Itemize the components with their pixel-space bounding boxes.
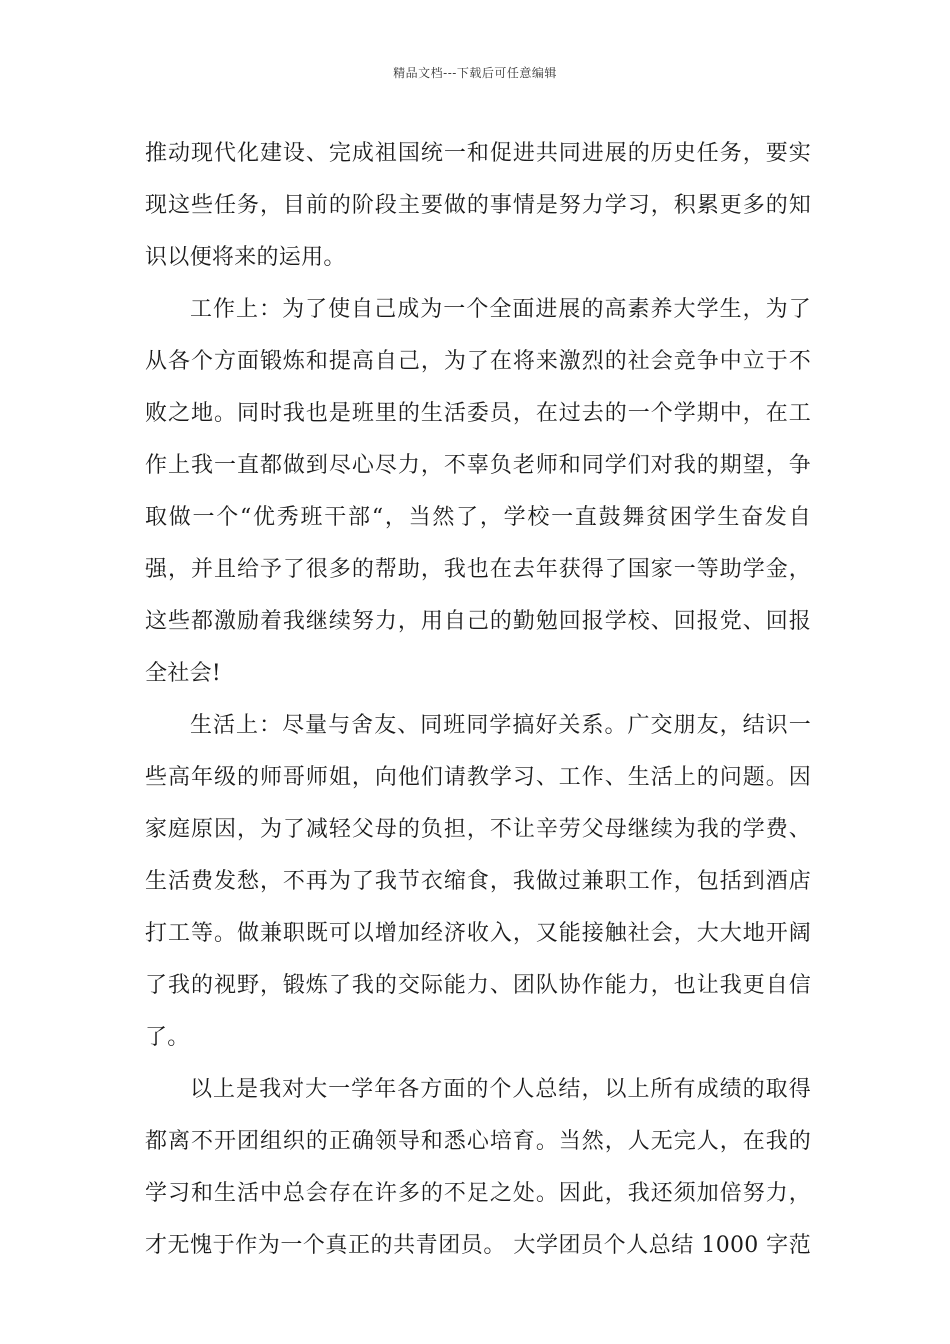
text-line: 推动现代化建设、完成祖国统一和促进共同进展的历史任务，要实: [145, 141, 811, 166]
text-line: 学习和生活中总会存在许多的不足之处。因此，我还须加倍努力，: [145, 1181, 811, 1206]
text-line: 强，并且给予了很多的帮助，我也在去年获得了国家一等助学金，: [145, 557, 811, 582]
text-line: 作上我一直都做到尽心尽力，不辜负老师和同学们对我的期望，争: [145, 453, 811, 478]
text-line: 才无愧于作为一个真正的共青团员。 大学团员个人总结 1000 字范: [145, 1233, 811, 1258]
text-line: 这些都激励着我继续努力，用自己的勤勉回报学校、回报党、回报: [145, 609, 811, 634]
text-line: 了我的视野，锻炼了我的交际能力、团队协作能力，也让我更自信: [145, 973, 811, 998]
text-line: 从各个方面锻炼和提高自己，为了在将来激烈的社会竞争中立于不: [145, 349, 811, 374]
text-line: 生活费发愁，不再为了我节衣缩食，我做过兼职工作，包括到酒店: [145, 869, 811, 894]
text-line: 都离不开团组织的正确领导和悉心培育。当然，人无完人，在我的: [145, 1129, 811, 1154]
paragraph-start-line: 工作上：为了使自己成为一个全面进展的高素养大学生，为了: [190, 297, 811, 322]
text-line: 打工等。做兼职既可以增加经济收入，又能接触社会，大大地开阔: [145, 921, 811, 946]
text-line: 家庭原因，为了减轻父母的负担，不让辛劳父母继续为我的学费、: [145, 817, 811, 842]
text-line: 全社会!: [145, 661, 222, 686]
document-body: [145, 128, 811, 1272]
paragraph-start-line: 生活上：尽量与舍友、同班同学搞好关系。广交朋友，结识一: [190, 713, 811, 738]
text-line: 取做一个“优秀班干部“，当然了，学校一直鼓舞贫困学生奋发自: [145, 505, 811, 530]
text-line: 败之地。同时我也是班里的生活委员，在过去的一个学期中，在工: [145, 401, 811, 426]
page-header: 精品文档---下载后可任意编辑: [393, 66, 557, 80]
paragraph-start-line: 以上是我对大一学年各方面的个人总结，以上所有成绩的取得: [190, 1077, 811, 1102]
text-line: 了。: [145, 1025, 190, 1050]
text-line: 些高年级的师哥师姐，向他们请教学习、工作、生活上的问题。因: [145, 765, 811, 790]
text-line: 识以便将来的运用。: [145, 245, 346, 270]
text-line: 现这些任务，目前的阶段主要做的事情是努力学习，积累更多的知: [145, 193, 811, 218]
